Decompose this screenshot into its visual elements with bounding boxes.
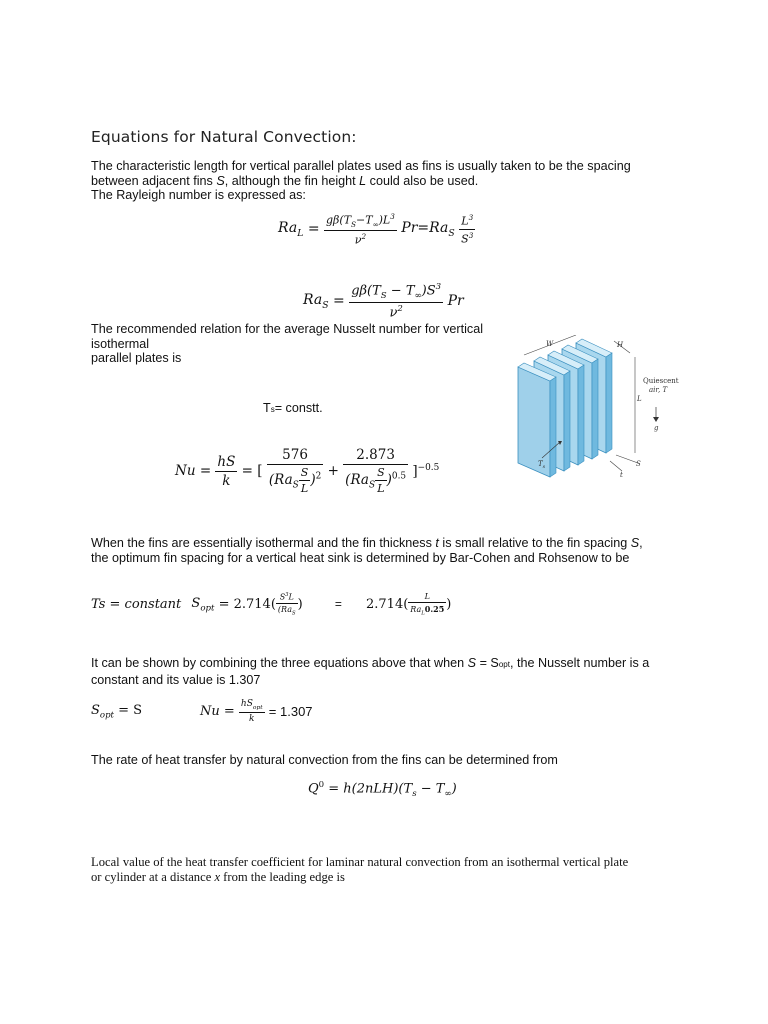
- hS-over-k: $\frac{hS}{k}$: [217, 453, 236, 489]
- nusselt-intro: [91, 322, 511, 366]
- constant-nusselt-paragraph: [91, 656, 691, 687]
- figure-label-S: S: [636, 460, 641, 468]
- heat-transfer-paragraph: The rate of heat transfer by natural convection from the fins can be determined from: [91, 753, 558, 767]
- ts-constant-label: Ts= constt.: [263, 401, 323, 415]
- nusselt-line-1: The recommended relation for the average Nusselt number for vertical: [91, 322, 483, 336]
- nusselt-line-2: isothermal: [91, 336, 150, 351]
- intro-text: could also be used.: [366, 173, 479, 188]
- local-coefficient-paragraph: [91, 855, 711, 884]
- nusselt-line-3: parallel plates is: [91, 351, 182, 366]
- figure-label-H: H: [617, 341, 624, 349]
- figure-label-g: g: [654, 424, 659, 432]
- rayleigh-numerator: $g\beta(T_S-T_\infty)L^3$: [326, 212, 395, 229]
- nu-value-equation: Nu = $\frac{hS_{opt}}{k}$ = 1.307: [200, 699, 313, 724]
- ras-fraction: $\frac{g\beta(T_S - T_\infty)S^3}{\nu^2}$: [351, 282, 442, 321]
- figure-label-W: W: [546, 340, 554, 348]
- optimum-line-1: When the fins are essentially isothermal and the fin thickness t is small relative to the fin spacing S,: [91, 536, 643, 550]
- heat-sink-figure: [510, 335, 690, 485]
- page-heading: Equations for Natural Convection:: [91, 128, 357, 146]
- sopt-equation: Ts = constant $S_{opt} = 2.714$( $\frac{S^3L}{(Ra_S}$ ) = 2.714( $\frac{L}{Ra_L0.25}$ ): [91, 592, 452, 617]
- constant-line-2: constant and its value is 1.307: [91, 672, 261, 687]
- symbol-S: S: [216, 173, 225, 188]
- figure-label-t: t: [620, 471, 623, 479]
- rayleigh-L-equation: [278, 212, 475, 247]
- nu-value: = 1.307: [268, 703, 313, 719]
- intro-paragraph: [91, 159, 691, 203]
- rayleigh-S-equation: $Ra_S$ = $\frac{g\beta(T_S - T_\infty)S^3}{\nu^2}$ Pr: [303, 282, 464, 321]
- pr-symbol: Pr: [447, 293, 464, 310]
- intro-line-2: [91, 174, 691, 189]
- rayleigh-fraction: [324, 212, 397, 247]
- intro-line-3: The Rayleigh number is expressed as:: [91, 188, 306, 203]
- intro-text: between adjacent fins: [91, 173, 217, 188]
- local-line-1: Local value of the heat transfer coefficient for laminar natural convection from an isothermal vertical plate: [91, 855, 629, 869]
- optimum-spacing-paragraph: [91, 536, 691, 565]
- nusselt-equation: Nu = $\frac{hS}{k}$ = [ 576 ($Ra_S$ $\frac{S}{L}$ )$^2$ + 2.873 ($Ra_S$ $\frac{S}{L}$ )$^{0.5}$ ]$^{-0.5}$: [175, 447, 440, 495]
- local-line-2: or cylinder at a distance x from the leading edge is: [91, 869, 345, 884]
- equals-sign: =: [307, 221, 320, 238]
- figure-label-Ts: $T_s$: [538, 460, 546, 470]
- symbol-L: L: [359, 173, 367, 188]
- constant-line-1: It can be shown by combining the three equations above that when S = Sopt, the Nusselt number is a: [91, 656, 650, 670]
- L3-over-S3: $\frac{L^3}{S^3}$: [461, 213, 474, 246]
- heat-rate-equation: $Q^0 = h(2nLH)(T_s - T_\infty)$: [308, 780, 457, 799]
- term-2873: 2.873 ($Ra_S$ $\frac{S}{L}$ )$^{0.5}$: [345, 447, 407, 495]
- ra-sub: L: [297, 227, 304, 239]
- figure-label-L: L: [637, 395, 642, 403]
- pr-term: $Pr=Ra_S$: [401, 219, 455, 239]
- intro-line-1: The characteristic length for vertical parallel plates used as fins is usually taken to be the spacing: [91, 159, 631, 173]
- intro-text: , although the fin height: [224, 173, 360, 188]
- optimum-line-2: the optimum fin spacing for a vertical heat sink is determined by Bar-Cohen and Rohsenow to be: [91, 550, 630, 565]
- term-576: 576 ($Ra_S$ $\frac{S}{L}$ )$^2$: [268, 447, 322, 495]
- rayleigh-denominator: $\nu^2$: [354, 231, 367, 247]
- sopt-equals-s: $S_{opt} = S$: [91, 703, 143, 721]
- ra-symbol: Ra: [278, 219, 298, 236]
- figure-label-air: air, T: [649, 386, 668, 394]
- figure-label-quiescent: Quiescent: [643, 377, 679, 385]
